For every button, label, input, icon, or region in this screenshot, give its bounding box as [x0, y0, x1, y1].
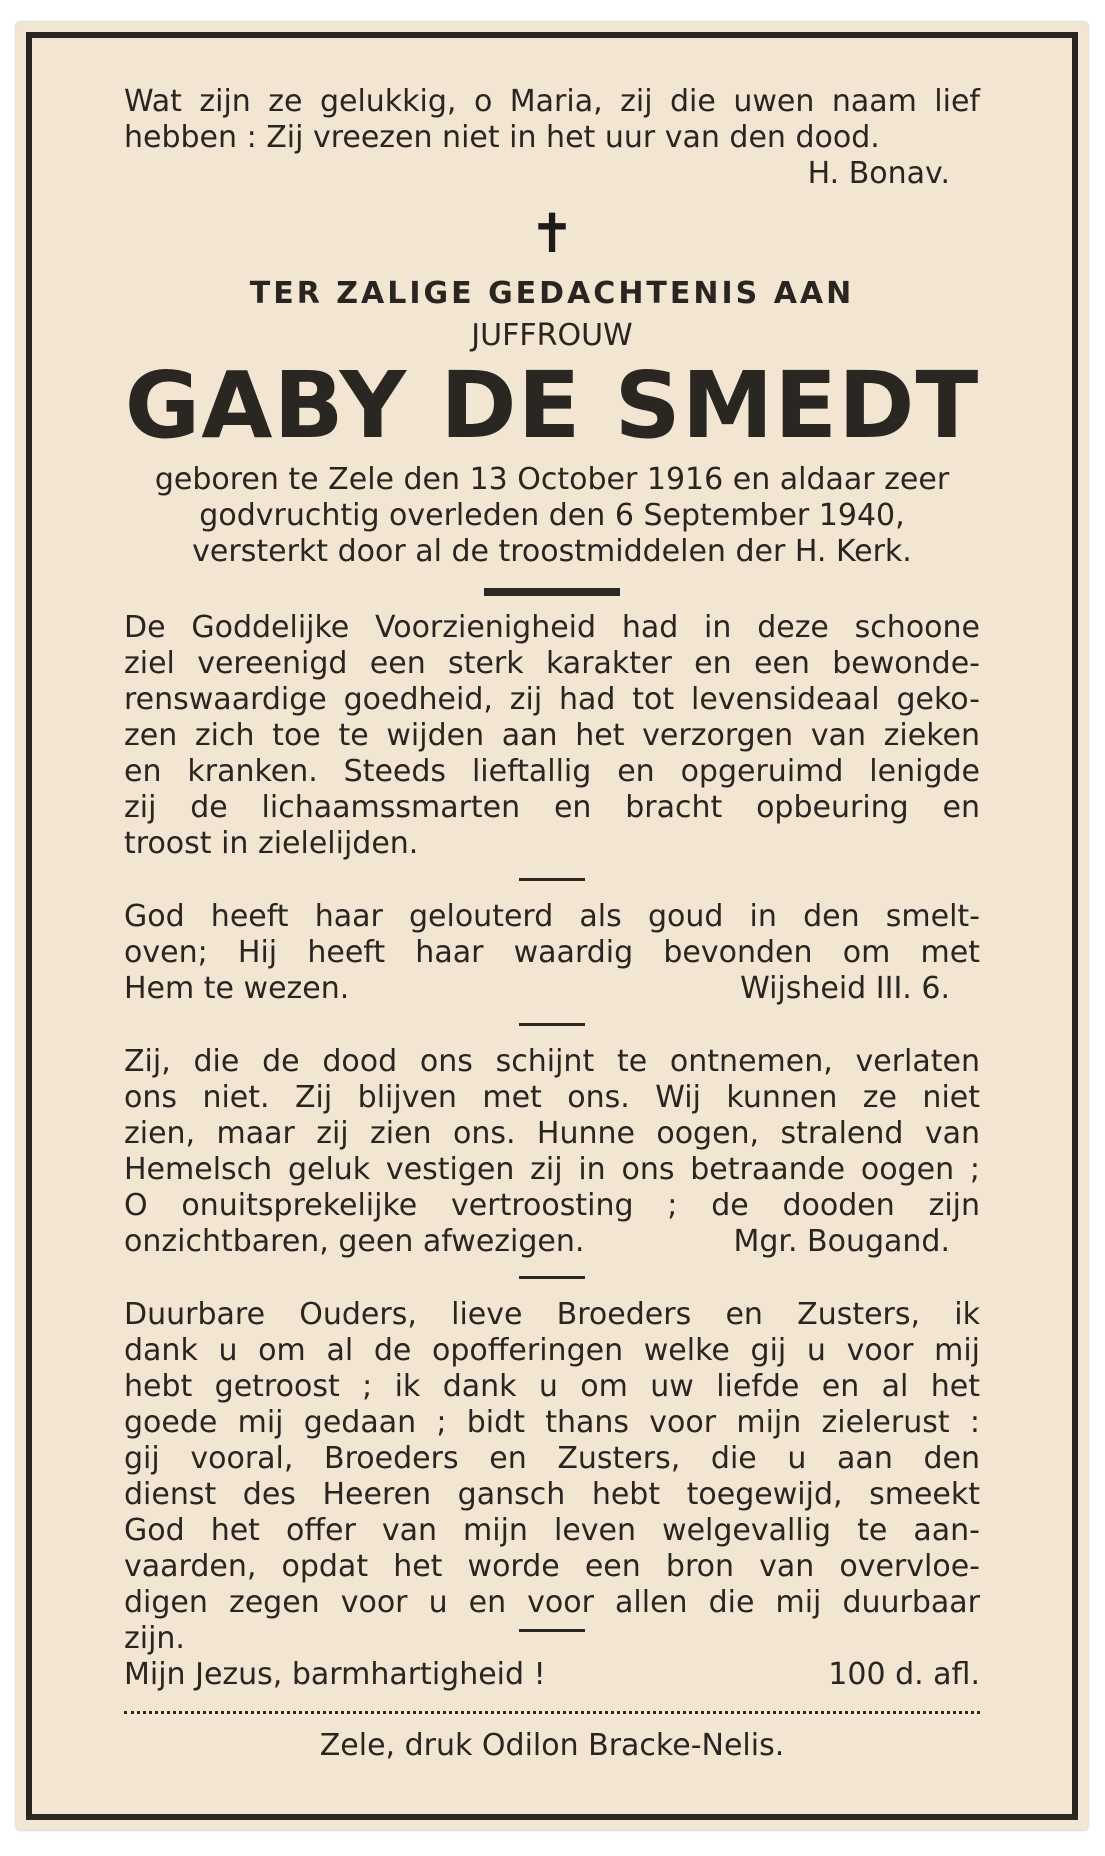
prayer-line — [124, 1657, 980, 1693]
text-line: dank u om al de opofferingen welke gij u voor mij — [124, 1333, 980, 1368]
text-line: en kranken. Steeds lieftallig en opgeruimd lenigde — [124, 754, 980, 789]
honorific: JUFFROUW — [471, 318, 633, 353]
dotted-divider — [124, 1711, 980, 1714]
detail-line: geboren te Zele den 13 October 1916 en aldaar zeer — [154, 462, 950, 497]
text-line: ziel vereenigd een sterk karakter en een bewonde- — [124, 646, 980, 681]
text-line: Duurbare Ouders, lieve Broeders en Zusters, ik — [124, 1297, 980, 1332]
text-line: O onuitsprekelijke vertroosting ; de dooden zijn — [124, 1188, 980, 1223]
quote-line: hebben : Zij vreezen niet in het uur van den dood. — [124, 120, 880, 155]
text-fragment: zijn. — [124, 1621, 185, 1656]
cross-icon: ✝ — [529, 202, 575, 265]
text-line: zij de lichaamssmarten en bracht opbeuring en — [124, 790, 980, 825]
text-line: God het offer van mijn leven welgevallig te aan- — [124, 1513, 980, 1548]
memorial-card — [16, 22, 1088, 1830]
text-line: gij vooral, Broeders en Zusters, die u aan den — [124, 1441, 980, 1476]
paragraph-farewell — [124, 1297, 980, 1657]
text-line: vaarden, opdat het worde een bron van overvloe- — [124, 1549, 980, 1584]
quote-source: Mgr. Bougand. — [733, 1224, 950, 1259]
text-line: digen zegen voor u en voor allen die mij duurbaar — [124, 1585, 980, 1620]
paragraph-consolation — [124, 1044, 980, 1260]
text-line: renswaardige goedheid, zij had tot levensideaal geko- — [124, 682, 980, 717]
quote-attribution: H. Bonav. — [807, 156, 950, 191]
detail-line: godvruchtig overleden den 6 September 1940, — [199, 498, 905, 533]
thick-divider — [484, 588, 620, 596]
dash-divider — [519, 878, 585, 881]
text-line: Hemelsch geluk vestigen zij in ons betraande oogen ; — [124, 1152, 980, 1187]
dash-divider — [519, 1629, 585, 1632]
ejaculatory-prayer: Mijn Jezus, barmhartigheid ! — [124, 1657, 546, 1692]
quote-line: Wat zijn ze gelukkig, o Maria, zij die uwen naam lief — [124, 84, 980, 119]
card-content — [124, 84, 980, 1764]
paragraph-providence — [124, 610, 980, 862]
text-line: zien, maar zij zien ons. Hunne oogen, stralend van — [124, 1116, 980, 1151]
text-line: zen zich toe te wijden aan het verzorgen van zieken — [124, 718, 980, 753]
birth-death-details — [124, 462, 980, 570]
scripture-source: Wijsheid III. 6. — [740, 971, 950, 1006]
text-line: ons niet. Zij blijven met ons. Wij kunnen ze niet — [124, 1080, 980, 1115]
text-fragment: onzichtbaren, geen afwezigen. — [124, 1224, 585, 1259]
text-line: De Goddelijke Voorzienigheid had in deze schoone — [124, 610, 980, 645]
memorial-heading: TER ZALIGE GEDACHTENIS AAN — [249, 276, 855, 311]
deceased-name: GABY DE SMEDT — [124, 352, 980, 459]
detail-line: versterkt door al de troostmiddelen der H. Kerk. — [192, 534, 912, 569]
text-line: Zij, die de dood ons schijnt te ontnemen, verlaten — [124, 1044, 980, 1079]
text-line-with-source — [124, 1224, 980, 1260]
text-line: God heeft haar gelouterd als goud in den smelt- — [124, 899, 980, 934]
text-fragment: Hem te wezen. — [124, 971, 350, 1006]
dash-divider — [519, 1276, 585, 1279]
text-line: dienst des Heeren gansch hebt toegewijd, smeekt — [124, 1477, 980, 1512]
text-line: troost in zielelijden. — [124, 826, 419, 861]
text-line: oven; Hij heeft haar waardig bevonden om met — [124, 935, 980, 970]
printer-imprint: Zele, druk Odilon Bracke-Nelis. — [319, 1728, 785, 1763]
text-line: goede mij gedaan ; bidt thans voor mijn zielerust : — [124, 1405, 980, 1440]
indulgence-note: 100 d. afl. — [828, 1657, 980, 1692]
text-line-with-source — [124, 971, 980, 1007]
text-line: hebt getroost ; ik dank u om uw liefde en al het — [124, 1369, 980, 1404]
dash-divider — [519, 1023, 585, 1026]
opening-quote — [124, 84, 980, 192]
text-line-with-dash — [124, 1621, 980, 1657]
paragraph-wisdom — [124, 899, 980, 1007]
